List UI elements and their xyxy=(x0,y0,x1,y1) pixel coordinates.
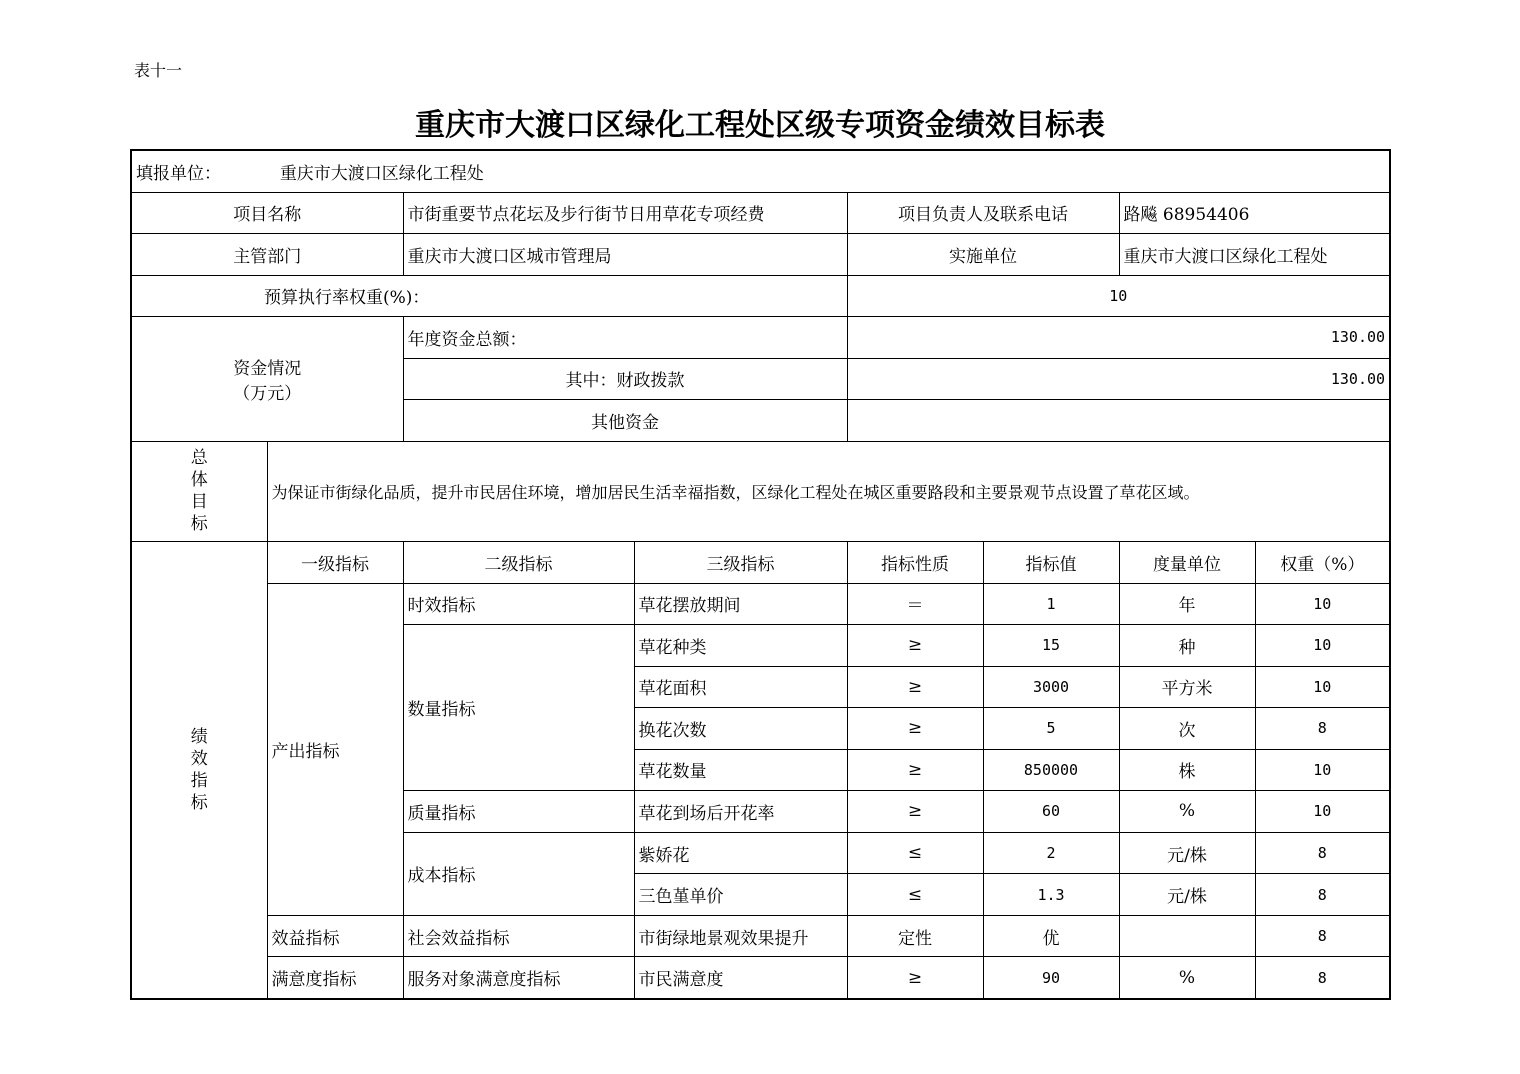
col-header-weight: 权重（%） xyxy=(1255,542,1390,584)
indicator-weight: 8 xyxy=(1255,708,1390,750)
indicator-nature: ≥ xyxy=(847,708,983,750)
funds-total-row xyxy=(131,317,1390,359)
section-char: 指 xyxy=(190,771,208,791)
indicator-value: 15 xyxy=(983,625,1119,667)
project-name-row xyxy=(131,192,1390,234)
table-row xyxy=(131,915,1390,957)
level1-satisfaction: 满意度指标 xyxy=(267,957,403,999)
col-header-level2: 二级指标 xyxy=(403,542,634,584)
indicator-unit: % xyxy=(1119,957,1255,999)
col-header-value: 指标值 xyxy=(983,542,1119,584)
indicator-value: 1.3 xyxy=(983,874,1119,916)
funds-total-label: 年度资金总额： xyxy=(403,317,847,359)
indicator-unit: 元/株 xyxy=(1119,874,1255,916)
level2-service: 服务对象满意度指标 xyxy=(403,957,634,999)
budget-weight-value: 10 xyxy=(847,275,1390,317)
table-row xyxy=(131,583,1390,625)
col-header-level1: 一级指标 xyxy=(267,542,403,584)
col-header-nature: 指标性质 xyxy=(847,542,983,584)
budget-weight-row xyxy=(131,275,1390,317)
dept-label: 主管部门 xyxy=(131,234,403,276)
indicator-value: 1 xyxy=(983,583,1119,625)
reporting-unit-value: 重庆市大渡口区绿化工程处 xyxy=(279,163,484,184)
indicator-name: 草花种类 xyxy=(634,625,847,667)
indicator-nature: ≥ xyxy=(847,957,983,999)
indicator-value: 3000 xyxy=(983,666,1119,708)
level1-benefit: 效益指标 xyxy=(267,915,403,957)
indicator-unit: 年 xyxy=(1119,583,1255,625)
indicator-value: 5 xyxy=(983,708,1119,750)
reporting-unit-row xyxy=(131,150,1390,192)
indicator-name: 草花到场后开花率 xyxy=(634,791,847,833)
indicator-nature: ≥ xyxy=(847,749,983,791)
indicator-weight: 8 xyxy=(1255,832,1390,874)
indicator-nature: 定性 xyxy=(847,915,983,957)
performance-indicator-label xyxy=(131,542,267,999)
indicator-nature: ≥ xyxy=(847,625,983,667)
indicator-weight: 10 xyxy=(1255,625,1390,667)
indicator-weight: 10 xyxy=(1255,666,1390,708)
indicator-unit: 平方米 xyxy=(1119,666,1255,708)
funds-label-line1: 资金情况 xyxy=(233,358,302,379)
goal-char: 体 xyxy=(190,470,208,491)
funds-total-value: 130.00 xyxy=(847,317,1390,359)
overall-goal-row xyxy=(131,441,1390,541)
funds-other-value xyxy=(847,400,1390,442)
indicator-name: 换花次数 xyxy=(634,708,847,750)
indicator-weight: 8 xyxy=(1255,915,1390,957)
overall-goal-text: 为保证市街绿化品质，提升市民居住环境，增加居民生活幸福指数，区绿化工程处在城区重要路段和主要景观节点设置了草花区域。 xyxy=(267,441,1390,541)
project-name-value: 市街重要节点花坛及步行街节日用草花专项经费 xyxy=(403,192,847,234)
project-name-label: 项目名称 xyxy=(131,192,403,234)
indicator-name: 市街绿地景观效果提升 xyxy=(634,915,847,957)
department-row xyxy=(131,234,1390,276)
indicator-value: 60 xyxy=(983,791,1119,833)
goal-char: 标 xyxy=(190,514,208,535)
performance-target-table xyxy=(130,149,1391,1000)
reporting-unit-cell xyxy=(131,150,1390,192)
indicator-unit: 次 xyxy=(1119,708,1255,750)
indicator-weight: 10 xyxy=(1255,791,1390,833)
col-header-level3: 三级指标 xyxy=(634,542,847,584)
col-header-unit: 度量单位 xyxy=(1119,542,1255,584)
indicator-weight: 10 xyxy=(1255,749,1390,791)
budget-weight-label-text: 预算执行率权重(%)： xyxy=(264,288,430,309)
indicator-name: 草花面积 xyxy=(634,666,847,708)
funds-fiscal-label: 其中：财政拨款 xyxy=(403,358,847,400)
indicator-value: 90 xyxy=(983,957,1119,999)
indicator-name: 草花数量 xyxy=(634,749,847,791)
impl-unit-value: 重庆市大渡口区绿化工程处 xyxy=(1119,234,1390,276)
indicator-header-row xyxy=(131,542,1390,584)
impl-unit-label: 实施单位 xyxy=(847,234,1119,276)
budget-weight-label xyxy=(131,275,847,317)
indicator-unit xyxy=(1119,915,1255,957)
section-char: 绩 xyxy=(190,727,208,747)
indicator-value: 2 xyxy=(983,832,1119,874)
section-char: 标 xyxy=(190,793,208,813)
indicator-unit: 元/株 xyxy=(1119,832,1255,874)
overall-goal-label xyxy=(131,441,267,541)
indicator-unit: % xyxy=(1119,791,1255,833)
indicator-name: 草花摆放期间 xyxy=(634,583,847,625)
funds-label-line2: （万元） xyxy=(233,383,302,404)
indicator-unit: 种 xyxy=(1119,625,1255,667)
indicator-unit: 株 xyxy=(1119,749,1255,791)
indicator-name: 三色堇单价 xyxy=(634,874,847,916)
funds-other-label: 其他资金 xyxy=(403,400,847,442)
table-row xyxy=(131,957,1390,999)
indicator-value: 850000 xyxy=(983,749,1119,791)
indicator-weight: 8 xyxy=(1255,874,1390,916)
indicator-weight: 8 xyxy=(1255,957,1390,999)
goal-char: 目 xyxy=(190,492,208,513)
funds-label xyxy=(131,317,403,442)
sheet-label: 表十一 xyxy=(134,61,183,80)
indicator-name: 市民满意度 xyxy=(634,957,847,999)
indicator-nature: ≤ xyxy=(847,832,983,874)
indicator-name: 紫娇花 xyxy=(634,832,847,874)
indicator-value: 优 xyxy=(983,915,1119,957)
contact-value: 路飚 68954406 xyxy=(1119,192,1390,234)
funds-fiscal-value: 130.00 xyxy=(847,358,1390,400)
level1-output: 产出指标 xyxy=(267,583,403,915)
level2-cost: 成本指标 xyxy=(403,832,634,915)
page-title: 重庆市大渡口区绿化工程处区级专项资金绩效目标表 xyxy=(415,108,1105,143)
reporting-unit-label: 填报单位： xyxy=(136,163,221,184)
indicator-nature: ≤ xyxy=(847,874,983,916)
indicator-nature: ＝ xyxy=(847,583,983,625)
indicator-nature: ≥ xyxy=(847,666,983,708)
level2-quantity: 数量指标 xyxy=(403,625,634,791)
goal-char: 总 xyxy=(190,448,208,469)
indicator-weight: 10 xyxy=(1255,583,1390,625)
level2-social: 社会效益指标 xyxy=(403,915,634,957)
dept-value: 重庆市大渡口区城市管理局 xyxy=(403,234,847,276)
section-char: 效 xyxy=(190,749,208,769)
contact-label: 项目负责人及联系电话 xyxy=(847,192,1119,234)
indicator-nature: ≥ xyxy=(847,791,983,833)
level2-timeliness: 时效指标 xyxy=(403,583,634,625)
level2-quality: 质量指标 xyxy=(403,791,634,833)
